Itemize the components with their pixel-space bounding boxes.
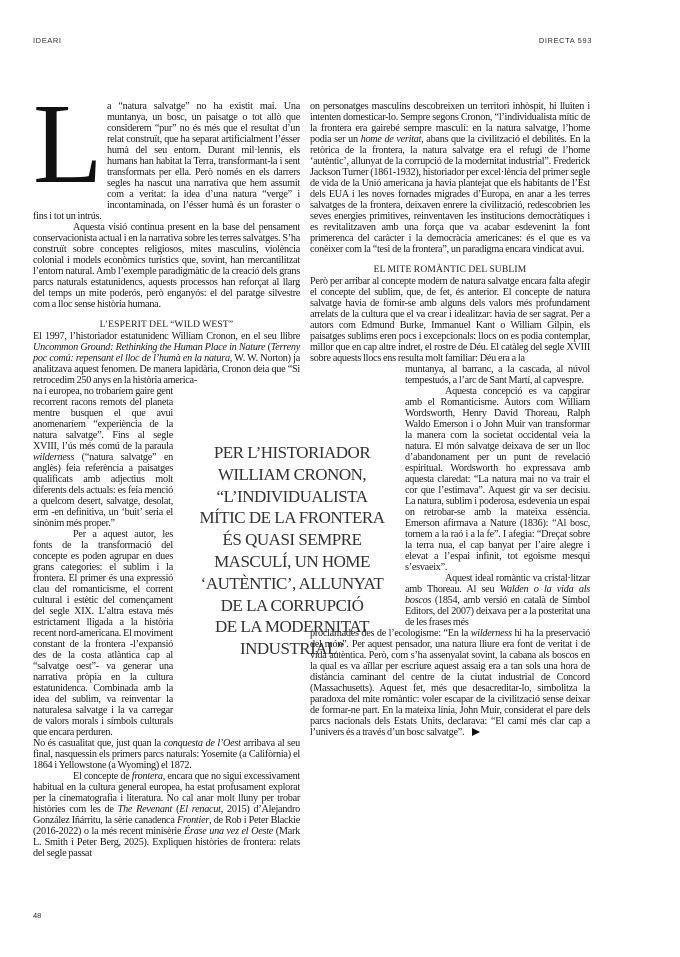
article-paragraph <box>33 331 300 386</box>
drop-cap <box>33 80 105 209</box>
text-run: El 1997, l’historiador estatunidenc William Cronon, en el seu llibre <box>33 331 300 342</box>
pull-quote-line: ÉS QUASI SEMPRE <box>222 530 362 550</box>
article-paragraph <box>33 529 173 738</box>
article-paragraph <box>33 771 300 859</box>
section-heading: L’ESPERIT DEL “WILD WEST” <box>99 320 234 330</box>
issue-label: DIRECTA 593 <box>538 36 592 45</box>
section-label: IDEARI <box>33 36 62 45</box>
page-number: 48 <box>33 911 42 920</box>
text-run: , de Rob i Peter Blackie (2016-2022) o la més recent minisèrie <box>33 815 300 837</box>
text-run: (“natura salvatge” en anglès) feia referència a paisatges qualificats amb adjectius molt diferents dels actuals: es feia menció a quelcom desert, salvatge, desolat, erm -en definitiva, un ‘buit’ seria el sinònim més proper.” <box>33 452 173 529</box>
italic-text: Uncommon Ground: Rethinking the Human Place in Nature <box>33 342 266 353</box>
pull-quote-line: DE LA MODERNITAT <box>214 617 369 637</box>
text-run: on personatges masculins descobreixen un territori inhòspit, hi lluiten i intenten domesticar-lo. Sempre segons Cronon, “l’individualista mític de la frontera era gairebé sempre masculí: en la natura salvatge, l’home podia ser un <box>310 101 590 145</box>
drop-cap-letter: L <box>33 80 103 207</box>
italic-text: conquesta de l’Oest <box>163 738 241 749</box>
italic-text: El renacut <box>179 804 221 815</box>
section-heading: EL MITE ROMÀNTIC DEL SUBLIM <box>373 265 527 275</box>
article-paragraph <box>33 738 300 771</box>
text-run: hi ha la preservació del món”. Per aquest pensador, una natura lliure era font de veritat i de vida autèntica. Però, com s’ha assenyalat sovint, la cabana als boscos en la qual es va aïllar per escriure aquest assaig era a tan sols una hora de distància caminant del centre de la ciutat industrial de Concord (Massachusetts). Aquest fet, més que desacreditar-lo, simbolitza la paradoxa del mite romàntic: voler escapar de la civilització sense deixar de formar-ne part. En la mateixa línia, John Muir, considerat el pare dels parcs nacionals dels Estats Units, declarava: “El camí més clar cap a l’univers és a través d’un bosc salvatge”. <box>310 628 591 738</box>
text-run: El concepte de <box>73 771 132 782</box>
article-column-left-top <box>33 80 300 386</box>
text-run: Per a aquest autor, les fonts de la transformació del concepte es poden agrupar en dues grans categories: el sublim i la frontera. El primer és una expressió clau del romanticisme, el corrent cultural i estètic del començament del segle XIX. L’altra estava més estrictament lligada a la història recent nord-americana. El moviment constant de la frontera -l’expansió des de la costa atlàntica cap al “salvatge oest”- va generar una narrativa pròpia en la cultura estatunidenca. Combinada amb la idea del sublim, va reinventar la naturalesa salvatge i la va carregar de valors morals i símbols culturals que encara perduren. <box>33 529 173 738</box>
text-run: na i europea, no trobaríem gaire gent recorrent racons remots del planeta mentre busquen el que avui anomenaríem “experiència de la natura salvatge”. Fins al segle XVIII, l’ús més comú de la paraula <box>33 386 173 452</box>
text-run: Aquest ideal romàntic va cristal·litzar amb Thoreau. Al seu <box>405 573 590 595</box>
article-paragraph <box>405 364 590 386</box>
italic-text: wilderness <box>33 452 75 463</box>
pull-quote-line: “L’INDIVIDUALISTA <box>216 486 368 506</box>
italic-text: frontera <box>131 771 163 782</box>
article-column-right-top <box>310 101 590 364</box>
italic-text: wilderness <box>470 628 512 639</box>
text-run: a “natura salvatge” no ha existit mai. Una muntanya, un bosc, un paisatge o tot allò que considerem “pur” no és més que el resultat d’un relat construït, que ha separat artificialment l’ésser humà del seu entorn. Durant mil·lennis, els humans han habitat la Terra, transformant-la i sent transformats per ella. Però només en els darrers segles ha nascut una narrativa que hem assumit com a veritat: la idea d’una natura “verge” i incontaminada, on l’ésser humà és un foraster o fins i tot un intrús. <box>33 101 300 222</box>
article-column-left-narrow <box>33 386 173 738</box>
italic-text: Terreny poc comú: repensant el lloc de l’humà en la natura <box>33 342 300 364</box>
article-paragraph <box>405 386 590 573</box>
text-run: , abans que la civilització el debilités. En la retòrica de la frontera, la natura salvatge era el refugi de l’home ‘autèntic’, allunyat de la corrupció de la modernitat industrial”. Frederick Jackson Turner (1861-1932), historiador per excel·lència del primer segle de vida de la Unió americana ja havia plantejat que els habitants de l’Est dels EUA i les noves fornades migrades d’Europa, en anar a les terres salvatges de la frontera, deixaven enrere la civilització, redescobrien les seves energies primitives, reinventaven les institucions democràtiques i es revitalitzaven amb una força que va acabar esdevenint la font primerenca del caràcter i la democràcia americanes: és el que es va conèixer com la “tesi de la frontera”, un paradigma encara vindicat avui. <box>310 134 590 255</box>
end-of-article-icon <box>472 728 480 736</box>
article-paragraph <box>310 101 590 255</box>
pull-quote <box>184 442 400 660</box>
article-paragraph <box>33 386 173 529</box>
pull-quote-line: MÍTIC DE LA FRONTERA <box>199 508 385 528</box>
italic-text: Érase una vez el Oeste <box>184 826 274 837</box>
text-run: proclamades des de l’ecologisme: “En la <box>310 628 471 639</box>
article-column-left-bottom <box>33 738 300 859</box>
article-paragraph <box>310 276 590 364</box>
text-run: (1854, amb versió en català de Símbol Editors, del 2007) deixava per a la posteritat una de les frases més <box>405 595 590 628</box>
pull-quote-line: INDUSTRIAL” <box>239 639 345 659</box>
text-run: , W. W. Norton) ja analitzava aquest fenomen. De manera lapidària, Cronon deia que “Si retrocedim 250 anys en la història america- <box>33 353 300 386</box>
pull-quote-line: MASCULÍ, UN HOME <box>214 551 370 571</box>
text-run: Però per arribar al concepte modern de natura salvatge encara falta afegir el concepte del sublim, que, de fet, és anterior. El concepte de natura salvatge havia de fornir-se amb alguns dels valors més profundament arrelats de la cultura que el va crear i idealitzar: havia de ser sagrat. Per a autors com Edmund Burke, Immanuel Kant o William Gilpin, els paisatges sublims eren pocs i excepcionals: llocs on es podia contemplar, millor que en cap altre indret, el rostre de Déu. El catàleg del segle XVIII sobre aquests llocs ens resulta molt familiar: Déu era a la <box>310 276 590 364</box>
article-column-right-narrow <box>405 364 590 628</box>
text-run: Aquesta visió continua present en la base del pensament conservacionista actual i en la narrativa sobre les terres salvatges. S’ha construït sobre conceptes religiosos, mites masculins, violència colonial i models econòmics turístics que, sovint, han mercantilitzat l’entorn natural. Amb l’exemple paradigmàtic de la creació dels grans parcs naturals estatunidencs, aquests processos han reforçat al llarg del temps un mite poderós, però enganyós: el del paratge silvestre com a lloc sense història humana. <box>33 222 300 310</box>
pull-quote-line: PER L’HISTORIADOR <box>213 443 371 462</box>
italic-text: The Revenant <box>117 804 173 815</box>
article-paragraph <box>405 573 590 628</box>
text-run: No és casualitat que, just quan la <box>33 738 164 749</box>
text-run: arribava al seu final, nasquessin els primers parcs naturals: Yosemite (a Califòrnia) el 1864 i Yellowstone (a Wyoming) el 1872. <box>33 738 300 771</box>
text-run: (Mark L. Smith i Peter Berg, 2025). Expliquen històries de frontera: relats del segle passat <box>33 826 300 859</box>
article-paragraph <box>33 222 300 310</box>
article-paragraph <box>33 80 300 222</box>
pull-quote-line: WILLIAM CRONON, <box>217 464 367 484</box>
text-run: ( <box>172 804 180 815</box>
text-run: , 2015) d’Alejandro González Iñárritu, la sèrie canadenca <box>33 804 300 826</box>
text-run: muntanya, al barranc, a la cascada, al núvol tempestuós, a l’arc de Sant Martí, al capvespre. <box>405 364 590 386</box>
italic-text: home de veritat <box>360 134 422 145</box>
text-run: , encara que no sigui excessivament habitual en la cultura general europea, ha estat profusament explorat per la cinematografia i literatura. No cal anar molt lluny per trobar històries com les de <box>33 771 301 815</box>
text-run: ( <box>265 342 271 353</box>
text-run: Aquesta concepció es va capgirar amb el Romanticisme. Autors com William Wordsworth, Henry David Thoreau, Ralph Waldo Emerson i o John Muir van transformar la manera com la societat occidental veia la natura. El món salvatge deixava de ser un lloc d’abandonament per un punt de revelació espiritual. Wordsworth ho expressava amb aquesta claredat: “La natura mai no va trair el cor que l’estimava”. Aquest gir va ser decisiu. La natura, sublim i poderosa, esdevenia un espai on retrobar-se amb la mateixa essència. Emerson afirmava a Nature (1836): “Al bosc, tornem a la raó i a la fe”. I afegia: “Dreçat sobre la terra nua, el cap banyat per l’aire alegre i elevat a l’espai infinit, tot egoisme mesquí s’esvaeix”. <box>405 386 590 573</box>
italic-text: Walden o la vida als boscos <box>405 584 590 606</box>
pull-quote-line: ‘AUTÈNTIC’, ALLUNYAT <box>200 573 384 593</box>
pull-quote-line: DE LA CORRUPCIÓ <box>220 595 364 615</box>
italic-text: Frontier <box>176 815 210 826</box>
